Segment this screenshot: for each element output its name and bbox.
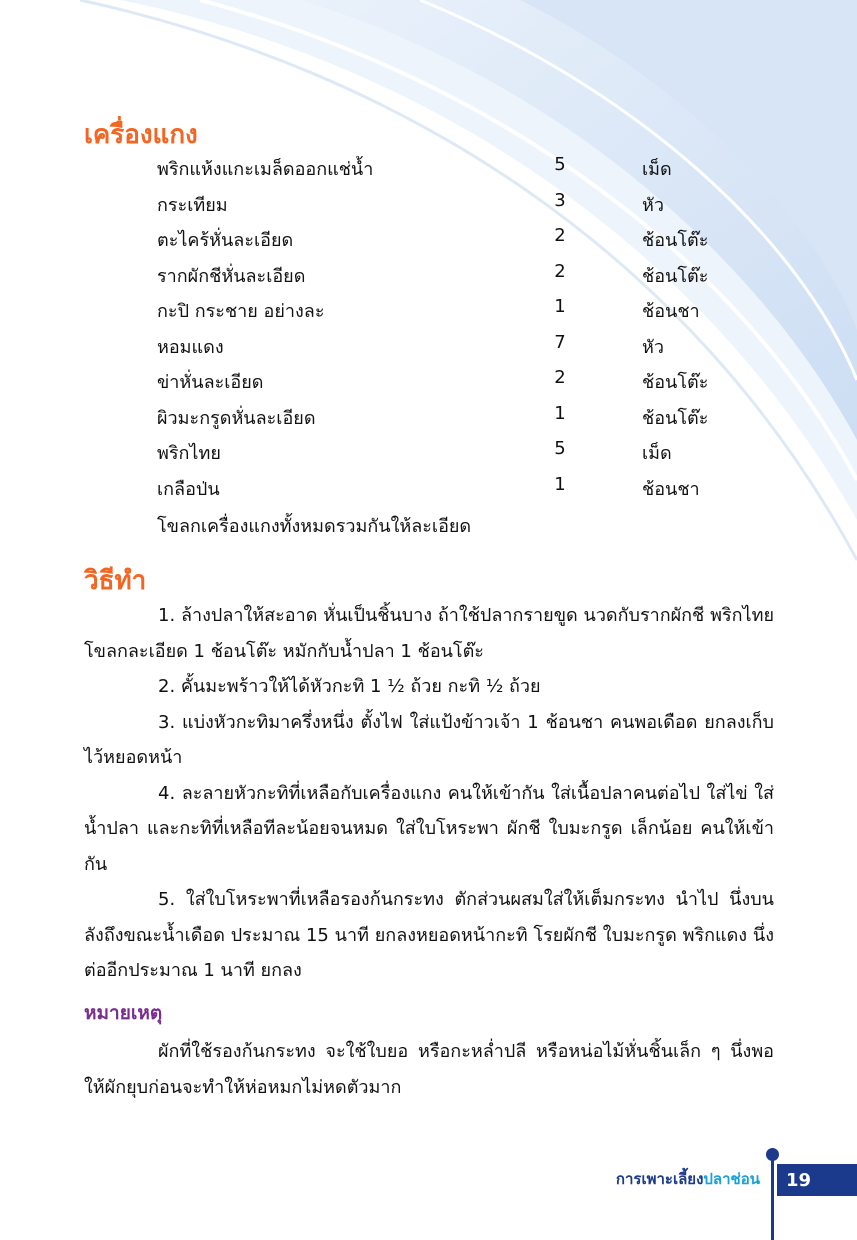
ingredient-unit: ช้อนชา xyxy=(642,478,700,500)
method-step: 3. แบ่งหัวกะทิมาครึ่งหนึ่ง ตั้งไฟ ใส่แป้งข้าวเจ้า 1 ช้อนชา คนพอเดือด ยกลงเก็บไว้หยอดหน้า xyxy=(84,711,774,768)
ingredient-unit: หัว xyxy=(642,336,664,358)
ingredient-qty: 1 xyxy=(554,296,566,317)
ingredient-row xyxy=(157,186,777,222)
ingredient-name: ข่าหั่นละเอียด xyxy=(157,372,264,393)
ingredient-row xyxy=(157,221,777,257)
ingredient-qty: 5 xyxy=(554,438,566,459)
footer-book-title xyxy=(616,1167,760,1191)
ingredient-unit: ช้อนโต๊ะ xyxy=(642,407,709,429)
ingredient-row xyxy=(157,470,777,506)
ingredient-name: กะปิ กระชาย อย่างละ xyxy=(157,301,325,322)
note-text: ผักที่ใช้รองก้นกระทง จะใช้ใบยอ หรือกะหล่ำปลี หรือหน่อไม้หั่นชิ้นเล็ก ๆ นึ่งพอให้ผักยุบก่อนจะทำให้ห่อหมกไม่หดตัวมาก xyxy=(84,1041,774,1098)
ingredient-row xyxy=(157,150,777,186)
ingredient-row xyxy=(157,292,777,328)
ingredient-unit: ช้อนชา xyxy=(642,301,700,322)
ingredient-qty: 1 xyxy=(554,402,566,424)
ingredient-name: พริกแห้งแกะเมล็ดออกแช่น้ำ xyxy=(157,159,374,180)
ingredients-footer: โขลกเครื่องแกงทั้งหมดรวมกันให้ละเอียด xyxy=(157,516,472,537)
method-step: 2. คั้นมะพร้าวให้ได้หัวกะทิ 1 ½ ถ้วย กะทิ ½ ถ้วย xyxy=(158,676,541,697)
ingredient-name: ตะไคร้หั่นละเอียด xyxy=(157,230,294,251)
ingredient-qty: 2 xyxy=(554,367,566,388)
ingredient-row xyxy=(157,399,777,435)
ingredient-name: หอมแดง xyxy=(157,336,224,358)
method-step: 1. ล้างปลาให้สะอาด หั่นเป็นชิ้นบาง ถ้าใช้ปลากรายขูด นวดกับรากผักชี พริกไทยโขลกละเอียด 1 ช้อนโต๊ะ หมักกับน้ำปลา 1 ช้อนโต๊ะ xyxy=(84,605,774,662)
ingredient-name: กระเทียม xyxy=(157,194,228,216)
ingredient-row xyxy=(157,257,777,293)
ingredient-qty: 1 xyxy=(554,473,566,495)
ingredient-row xyxy=(157,328,777,364)
page-number: 19 xyxy=(786,1169,812,1191)
method-steps xyxy=(84,598,774,989)
ingredient-name: รากผักชีหั่นละเอียด xyxy=(157,265,306,287)
ingredient-qty: 2 xyxy=(554,225,566,246)
ingredient-unit: หัว xyxy=(642,194,664,216)
footer-rule xyxy=(771,1153,774,1240)
method-heading: วิธีทำ xyxy=(84,566,147,596)
curry-paste-heading: เครื่องแกง xyxy=(84,120,198,150)
ingredient-unit: เม็ด xyxy=(642,443,672,464)
method-step: 4. ละลายหัวกะทิที่เหลือกับเครื่องแกง คนให้เข้ากัน ใส่เนื้อปลาคนต่อไป ใส่ไข่ ใส่น้ำปลา และกะทิที่เหลือทีละน้อยจนหมด ใส่ใบโหระพา ผักชี ใบมะกรูด เล็กน้อย คนให้เข้ากัน xyxy=(84,782,774,875)
ingredient-unit: ช้อนโต๊ะ xyxy=(642,372,709,393)
book-title-part2: ปลาช่อน xyxy=(703,1170,760,1188)
method-step: 5. ใส่ใบโหระพาที่เหลือรองก้นกระทง ตักส่วนผสมใส่ให้เต็มกระทง นำไป นึ่งบนลังถึงขณะน้ำเดือด ประมาณ 15 นาที ยกลงหยอดหน้ากะทิ โรยผักชี ใบมะกรูด พริกแดง นึ่งต่ออีกประมาณ 1 นาที ยกลง xyxy=(84,889,774,981)
ingredient-qty: 3 xyxy=(554,189,566,211)
ingredient-qty: 5 xyxy=(554,154,566,175)
ingredient-row xyxy=(157,434,777,470)
note-section xyxy=(84,1034,774,1105)
ingredient-qty: 2 xyxy=(554,260,566,282)
ingredient-unit: เม็ด xyxy=(642,159,672,180)
ingredients-list xyxy=(157,150,777,505)
note-heading: หมายเหตุ xyxy=(84,1002,163,1024)
ingredient-name: เกลือป่น xyxy=(157,478,220,500)
book-title-part1: การเพาะเลี้ยง xyxy=(615,1170,704,1188)
ingredient-name: ผิวมะกรูดหั่นละเอียด xyxy=(157,407,316,429)
ingredient-unit: ช้อนโต๊ะ xyxy=(642,230,709,251)
ingredient-name: พริกไทย xyxy=(157,443,221,464)
ingredient-unit: ช้อนโต๊ะ xyxy=(642,265,709,287)
ingredient-row xyxy=(157,363,777,399)
page-number-box xyxy=(777,1164,857,1196)
ingredient-qty: 7 xyxy=(554,331,566,353)
